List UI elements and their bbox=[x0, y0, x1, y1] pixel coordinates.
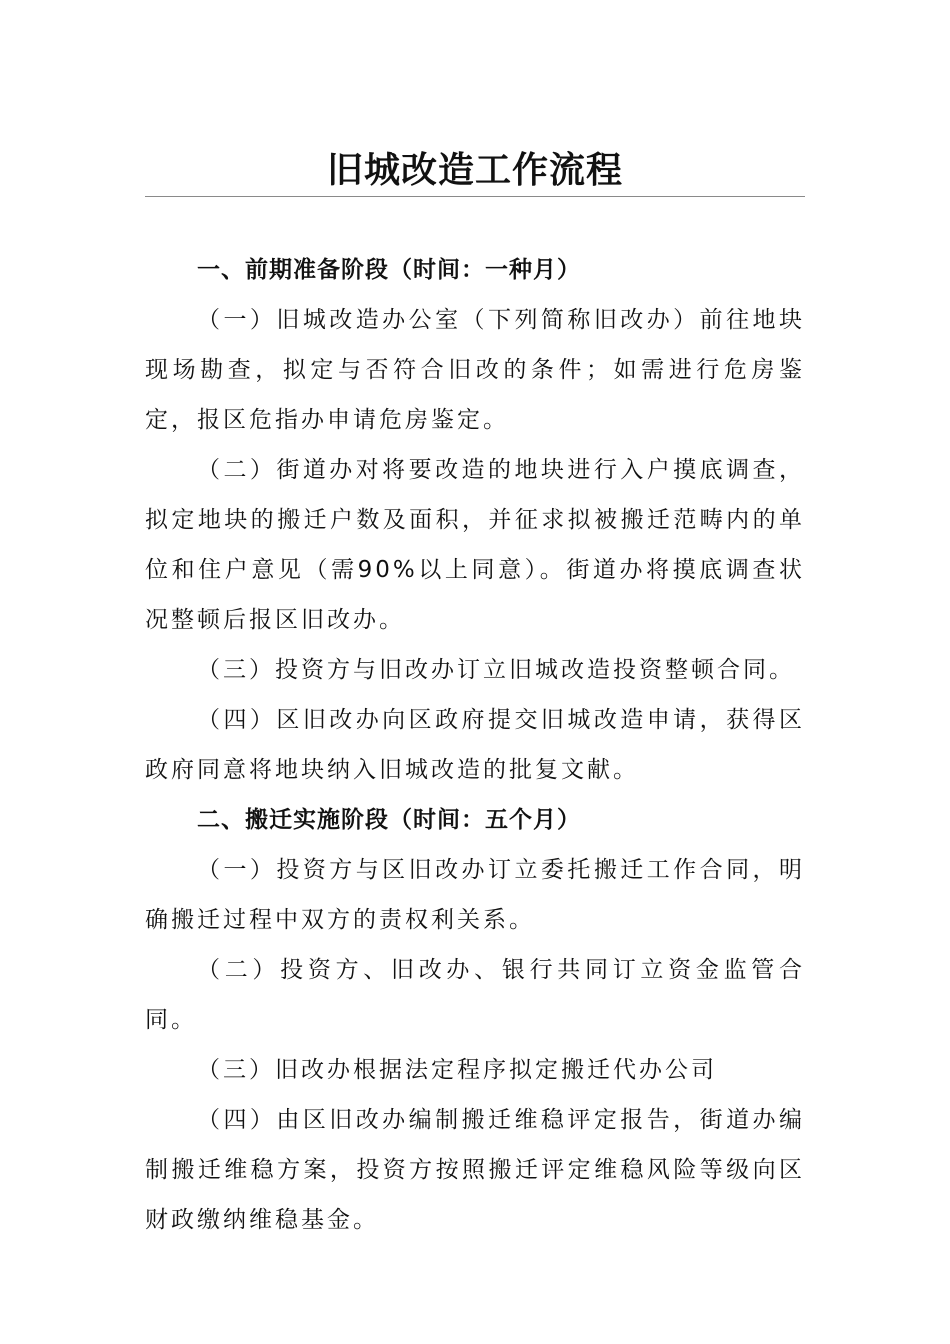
body-paragraph: （三）投资方与旧改办订立旧城改造投资整顿合同。 bbox=[197, 657, 795, 683]
body-paragraph: （四）由区旧改办编制搬迁维稳评定报告，街道办编制搬迁维稳方案，投资方按照搬迁评定维稳风险等级向区财政缴纳维稳基金。 bbox=[145, 1107, 805, 1233]
section-heading: 一、前期准备阶段（时间：一种月） bbox=[197, 257, 581, 283]
document-body bbox=[145, 245, 805, 1245]
section-heading: 二、搬迁实施阶段（时间：五个月） bbox=[197, 807, 581, 833]
body-paragraph: （四）区旧改办向区政府提交旧城改造申请，获得区政府同意将地块纳入旧城改造的批复文献。 bbox=[145, 707, 805, 783]
title-divider bbox=[145, 196, 805, 197]
document-title: 旧城改造工作流程 bbox=[326, 149, 623, 191]
body-paragraph: （二）街道办对将要改造的地块进行入户摸底调查，拟定地块的搬迁户数及面积，并征求拟被搬迁范畴内的单位和住户意见（需90%以上同意）。街道办将摸底调查状况整顿后报区旧改办。 bbox=[145, 457, 805, 633]
body-paragraph: （一）旧城改造办公室（下列简称旧改办）前往地块现场勘查，拟定与否符合旧改的条件；如需进行危房鉴定，报区危指办申请危房鉴定。 bbox=[145, 307, 805, 433]
body-paragraph: （二）投资方、旧改办、银行共同订立资金监管合同。 bbox=[145, 957, 805, 1033]
body-paragraph: （一）投资方与区旧改办订立委托搬迁工作合同，明确搬迁过程中双方的责权利关系。 bbox=[145, 857, 805, 933]
body-paragraph: （三）旧改办根据法定程序拟定搬迁代办公司 bbox=[197, 1057, 717, 1083]
